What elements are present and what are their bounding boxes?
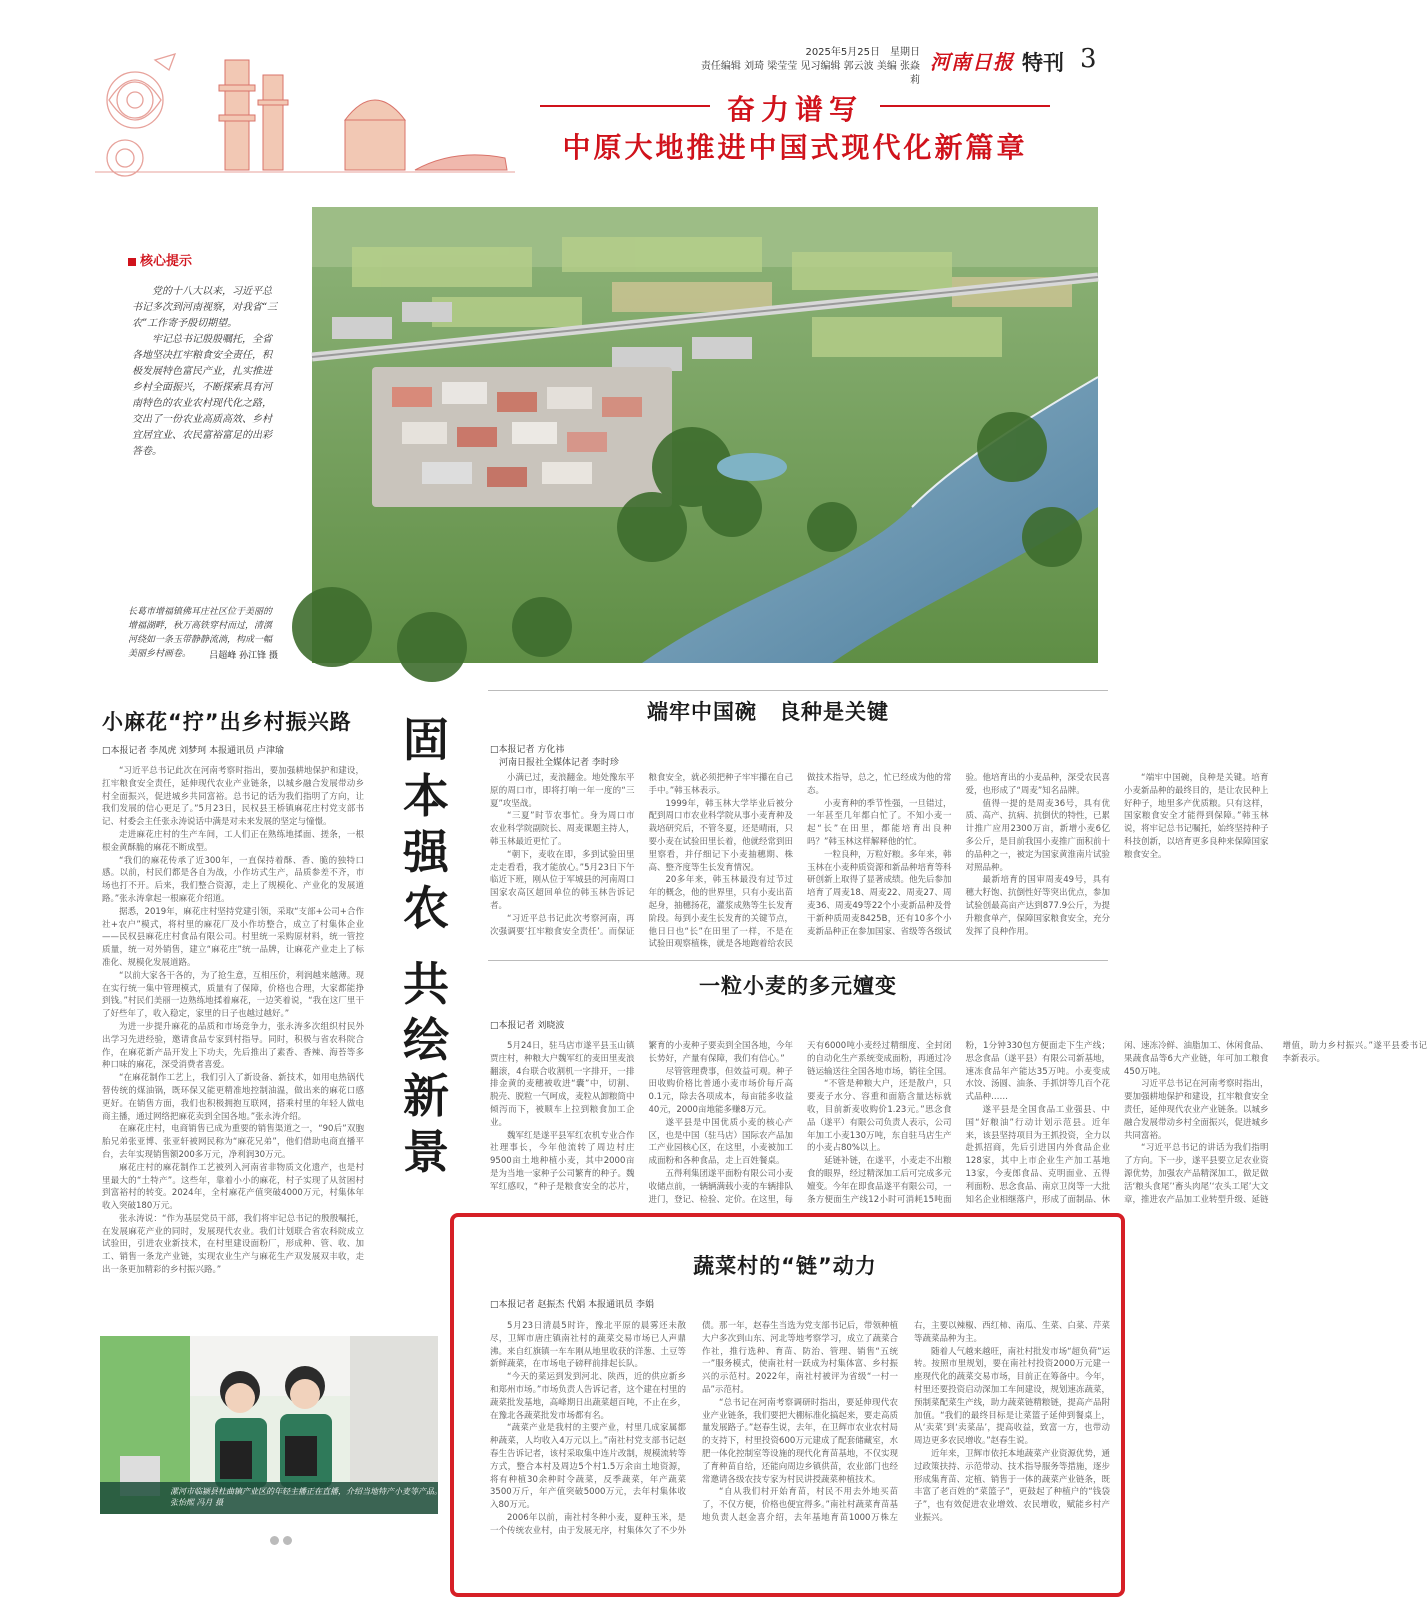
article3-para: 延链补链，在遂平，小麦走不出粮食的眼界，经过精深加工后可完成多元嬗变。今年在即食品遂平有限公司，一条方便面生产线12小时可消耗15吨面粉，1分钟330包方便面走下生产线；思念食品（遂平县）有限公司新基地，速冻食品年产能达35万吨。小麦变成水饺、汤圆、油条、手抓饼等几百个花式品种……	[807, 1041, 1111, 1205]
article1-byline: □本报记者 李凤虎 刘梦珂 本报通讯员 卢津瑜	[102, 746, 284, 756]
article3-para: 尽管管理费事，但效益可观。种子田收购价格比普通小麦市场价每斤高0.1元，除去各项成本，每亩能多收益40元，2000亩地能多赚8万元。	[648, 1066, 794, 1115]
article4-para: 近年来，卫辉市依托本地蔬菜产业资源优势，通过政策扶持、示范带动、技术指导服务等措施，逐步形成集育苗、定植、销售于一体的蔬菜产业链条，既丰富了老百姓的“菜篮子”，更鼓起了种植户的“钱袋子”，也有效促进农业增效、农民增收，赋能乡村产业振兴。	[914, 1448, 1110, 1523]
video-caption: 漯河市临颍县杜曲镇产业区的年轻主播正在直播，介绍当地特产小麦等产品。 张怡熙 冯月 摄	[170, 1487, 446, 1507]
article1-body	[102, 765, 364, 1335]
article4-para: “今天的菜运到发到河北、陕西，近的供应新乡和郑州市场。”市场负责人告诉记者，这个建在村里的蔬菜批发基地，高峰期日出蔬菜超百吨，不止在乡，在豫北各蔬菜批发市场都有名。	[490, 1372, 686, 1421]
article1-para: 张永涛说：“作为基层党员干部，我们将牢记总书记的殷殷嘱托，在发展麻花产业的同时，发展现代农业。我们计划联合省农科院成立试验田，引进农业新技术，在村里建设面粉厂，形成种、管、收、加工、销售一条龙产业链，实现农业生产与麻花生产双发展双丰收，走出一条更加精彩的乡村振兴路。”	[102, 1213, 364, 1276]
vtitle-char: 固	[403, 713, 449, 767]
article2-para: 1999年，韩玉林大学毕业后被分配到周口市农业科学院从事小麦育种及栽培研究后，不管冬夏，还是晴雨，只要小麦在试验田里长着，他就经常到田里察看，并仔细记下小麦抽穗期、株高、整齐度等生长发育情况。	[648, 798, 794, 873]
article2-body	[490, 772, 1269, 962]
vtitle-char: 景	[403, 1125, 449, 1179]
photo-caption: 长葛市增福镇佛耳庄社区位于美丽的增福湖畔，秋万高铁穿村而过，清潩河绕如一条玉带静静流淌，构成一幅美丽乡村画卷。	[128, 607, 273, 659]
theme-subtitle: 中原大地推进中国式现代化新篇章	[562, 131, 1028, 164]
article2-para: 最新培育的国审周麦49号，具有穗大籽饱、抗倒性好等突出优点，参加试验创最高亩产达到877.9公斤，为提升粮食单产，保障国家粮食安全，充分发挥了良种作用。	[965, 875, 1111, 937]
vertical-headline	[398, 712, 454, 1180]
article1-para: 麻花庄村的麻花制作工艺被列入河南省非物质文化遗产，也是村里最大的“土特产”。这些年，靠着小小的麻花，村子实现了从贫困村到富裕村的转变。2024年，全村麻花产值突破4000万元，村集体年收入突破180万元。	[102, 1162, 364, 1212]
article1-para: “我们的麻花传承了近300年，一直保持着酥、香、脆的独特口感。以前，村民们都是各自为战，小作坊式生产，品质参差不齐，市场也打不开。后来，我们整合资源，走上了规模化、产业化的发展道路。”张永涛拿起一根麻花介绍道。	[102, 855, 364, 904]
article1-para: “以前大家各干各的，为了抢生意，互相压价，利润越来越薄。现在实行统一集中管理模式，质量有了保障，价格也合理，大家都能挣到钱。”村民们美丽一边熟练地揉着麻花，一边笑着说，“我在这厂里干了好些年了，收入稳定，家里的日子也越过越好。”	[102, 970, 364, 1020]
article1-para: “习近平总书记此次在河南考察时指出，要加强耕地保护和建设，扛牢粮食安全责任，延伸现代农业产业链条，以城乡融合发展带动乡村全面振兴，促进城乡共同富裕。总书记的话为我们指明了方向，让我们发展的信心更足了。”5月23日，民权县王桥镇麻花庄村党支部书记、村委会主任张永涛说话中满是对未来发展的坚定与憧憬。	[102, 766, 364, 828]
core-para: 牢记总书记殷殷嘱托，全省各地坚决扛牢粮食安全责任，积极发展特色富民产业，扎实推进乡村全面振兴，不断探索具有河南特色的农业农村现代化之路，交出了一份农业高质高效、乡村宜居宜业、农民富裕富足的出彩答卷。	[132, 334, 272, 457]
core-tip-text	[132, 284, 280, 460]
divider	[488, 690, 1108, 691]
article4-body	[490, 1320, 1110, 1570]
article1-para: 为进一步提升麻花的品质和市场竞争力，张永涛多次组织村民外出学习先进经验，邀请食品专家到村指导。同时，积极与省农科院合作，在麻花新产品开发上下功夫，先后推出了素香、香辣、海苔等多种口味的麻花，深受消费者喜爱。	[102, 1021, 364, 1071]
vtitle-char: 本	[403, 769, 449, 823]
masthead-meta	[700, 46, 920, 88]
carousel-dot[interactable]	[283, 1536, 292, 1545]
vtitle-char: 共	[403, 957, 449, 1011]
issue-date: 2025年5月25日 星期日	[805, 47, 920, 58]
article4-para: 随着人气越来越旺，南社村批发市场“超负荷”运转。按照市里规划，要在南社村投资2000万元建一座现代化的蔬菜交易市场，目前正在筹备中。今年，村里还要投资启动深加工车间建设，规划速冻蔬菜，预制菜配菜生产线，助力蔬菜链精粮链，提高产品附加值。“我们的最终目标是让菜篮子延伸到餐桌上，从‘卖菜’到‘卖菜品’，提高收益，致富一方，也带动周边更多农民增收。”赵春生说。	[914, 1346, 1110, 1447]
core-tip-label: 核心提示	[140, 254, 193, 269]
paper-logo: 河南日报	[930, 50, 1014, 74]
article2-para: “端牢中国碗，良种是关键。培育小麦新品种的最终目的，是让农民种上好种子，地里多产优质粮。只有这样，国家粮食安全才能得到保障。”韩玉林说，将牢记总书记嘱托，始终坚持种子科技创新，以培育更多良种来保障国家粮食安全。	[1124, 773, 1269, 860]
article4-para: 5月23日清晨5时许，豫北平原的晨雾还未散尽，卫辉市唐庄镇南社村的蔬菜交易市场已人声鼎沸。来自红旗镇一车车刚从地里收获的洋葱、土豆等新鲜蔬菜，在市场电子磅秤前排起长队。	[490, 1321, 686, 1370]
article4-para: “总书记在河南考察调研时指出，要延伸现代农业产业链条，我们要把大棚标准化搞起来，要走高质量发展路子。”赵春生说，去年，在卫辉市农业农村局的支持下，村里投资600万元建成了配套储藏室，水肥一体化控制室等设施的现代化育苗基地，不仅实现了育种苗自给，还能向周边乡镇供苗，农业部门也经常邀请各级农技专家为村民讲授蔬菜种植技术。	[702, 1397, 898, 1485]
article2-title: 端牢中国碗 良种是关键	[647, 700, 889, 724]
editors-line: 责任编辑 刘琦 梁莹莹 见习编辑 郭云波 美编 张焱莉	[700, 61, 920, 86]
article2-para: 小满已过，麦浪翻金。地处豫东平原的周口市，即将打响一年一度的“三夏”攻坚战。	[490, 773, 635, 809]
article4-title: 蔬菜村的“链”动力	[693, 1254, 877, 1278]
article3-title: 一粒小麦的多元嬗变	[699, 974, 897, 998]
article2-para: “三夏”时节农事忙。身为周口市农业科学院副院长、周麦课题主持人，韩玉林最近更忙了。	[490, 811, 635, 847]
article2-para: 20多年来，韩玉林最没有过节过年的概念，他的世界里，只有小麦出苗起身，抽穗扬花，灌浆成熟等生长发育阶段。每到小麦生长发育的关键节点，他日日也“长”在田里了一样，不是在试验田观察植株，就是各地跑着给农民做技术指导，总之，忙已经成为他的常态。	[648, 773, 952, 950]
article1-para: 据悉，2019年，麻花庄村坚持党建引领，采取“支部+公司+合作社+农户”模式，将村里的麻花厂及小作坊整合，成立了村集体企业——民权县麻花庄村食品有限公司。村里统一采购原材料，统一管控质量，统一对外销售，建立“麻花庄”统一品牌，让麻花产业走上了标准化、规模化发展道路。	[102, 906, 364, 968]
article3-para: 五得利集团遂平面粉有限公司小麦收储点前，一辆辆满载小麦的车辆排队进门，登记、检验、定价。在这里，每天有6000吨小麦经过精细度、全封闭的自动化生产系统变成面粉，再通过冷链运输送往全国各地市场，销往全国。	[648, 1041, 952, 1205]
carousel-dot[interactable]	[270, 1536, 279, 1545]
article3-para: “习近平总书记的讲话为我们指明了方向。下一步，遂平县要立足农业资源优势，加强农产品精深加工，做足做活‘粮头食尾’‘畜头肉尾’‘农头工尾’大文章，推进农产品加工业转型升级、延链增值，助力乡村振兴。”遂平县委书记李新表示。	[1124, 1041, 1427, 1205]
article1-para: “在麻花制作工艺上，我们引入了新设备、新技术，如用电热锅代替传统的煤油锅，既环保又能更精准地控制油温，做出来的麻花口感更好。在销售方面，我们也积极拥抱互联网，搭乘村里的年轻人做电商主播，通过网络把麻花卖到全国各地。”张永涛介绍。	[102, 1073, 364, 1122]
article1-para: 走进麻花庄村的生产车间，工人们正在熟练地揉面、搓条，一根根金黄酥脆的麻花不断成型。	[102, 829, 364, 853]
article1-title: 小麻花“拧”出乡村振兴路	[102, 710, 352, 734]
vtitle-char: 强	[403, 825, 449, 879]
carousel-dots[interactable]	[270, 1530, 296, 1549]
article3-para: 遂平县是中国优质小麦的核心产区，也是中国（驻马店）国际农产品加工产业园核心区，在这里，小麦被加工成面粉和各种食品，走上百姓餐桌。	[648, 1117, 794, 1167]
article3-para: 习近平总书记在河南考察时指出，要加强耕地保护和建设，扛牢粮食安全责任，延伸现代农业产业链条。以城乡融合发展带动乡村全面振兴，促进城乡共同富裕。	[1124, 1079, 1269, 1141]
article2-para: “朝下，麦收在即，多到试验田里走走看看，我才能放心。”5月23日下午临近下班，刚从位于军城县的河南周口国家农高区超回单位的韩玉林告诉记者。	[490, 849, 635, 911]
page-number: 3	[1080, 44, 1097, 74]
article4-para: “蔬菜产业是我村的主要产业，村里几成家属都种蔬菜，人均收入4万元以上。”南社村党支部书记赵春生告诉记者，该村采取集中连片改制，规模流转等方式，整合本村及周边5个村1.5万余亩土地资源，将有种植30余种时令蔬菜，反季蔬菜，年产蔬菜3500万斤，年产值突破5000万元，去年村集体收入80万元。	[490, 1423, 686, 1511]
article4-byline: □本报记者 赵振杰 代娟 本报通讯员 李娟	[490, 1300, 654, 1310]
square-icon	[128, 258, 136, 266]
article3-para: 魏军红是遂平县军红农机专业合作社理事长，今年他流转了周边村庄9500亩土地种植小麦，其中2000亩是为当地一家种子公司繁育的种子。魏军红感叹，“种子是粮食安全的芯片，繁育的小麦种子要卖到全国各地，今年长势好，产量有保障，我们有信心。”	[490, 1041, 794, 1192]
vtitle-char: 新	[403, 1069, 449, 1123]
photo-credit: 吕超峰 孙江锋 摄	[209, 651, 278, 661]
village-aerial-photo	[312, 207, 1098, 663]
section-name: 特刊	[1022, 50, 1064, 75]
header-illustration	[95, 40, 515, 175]
article2-para: “习近平总书记此次考察河南，再次强调要‘扛牢粮食安全责任’。而保证粮食安全，就必须把种子牢牢攥在自己手中。”韩玉林表示。	[490, 773, 794, 937]
vtitle-char: 农	[403, 881, 449, 935]
article1-para: 在麻花庄村，电商销售已成为重要的销售渠道之一，“90后”双胞胎兄弟张亚博、张亚轩被网民称为“麻花兄弟”，他们借助电商直播平台，去年实现销售额200多万元，净利润30万元。	[102, 1124, 364, 1160]
article4-para: “自从我们村开始育苗，村民不用去外地买苗了，不仅方便，价格也便宜得多。”南社村蔬菜育苗基地负责人赵金喜介绍，去年基地育苗1000万株左右，主要以辣椒、西红柿、南瓜、生菜、白菜、芹菜等蔬菜品种为主。	[702, 1321, 1110, 1523]
core-tip-tag	[128, 250, 192, 269]
article3-body	[490, 1040, 1427, 1210]
divider	[488, 960, 1108, 961]
vtitle-char: 绘	[403, 1013, 449, 1067]
article2-para: 一粒良种，万粒好粮。多年来，韩玉林在小麦种质资源和新品种培育等科研创新上取得了显著成绩。他先后参加培育了周麦18、周麦22、周麦27、周麦36、周麦49等22个小麦新品种及骨干新种质周麦8425B，还有10多个小麦新品种正在参加国家、省级等各级试验。他培育出的小麦品种，深受农民喜爱，也形成了“周麦”知名品牌。	[807, 773, 1111, 937]
article3-byline: □本报记者 刘晓波	[490, 1021, 565, 1031]
article3-para: 5月24日，驻马店市遂平县玉山镇贾庄村，种粮大户魏军红的麦田里麦浪翻滚，4台联合收割机一字排开，一排排金黄的麦穗被收进“囊”中，切割、脱壳、脱粒一气呵成，麦粒从卸粮筒中倾泻而下，被顺车上拉到粮食加工企业。	[490, 1041, 635, 1128]
article4-para: 2006年以前，南社村冬种小麦，夏种玉米，是一个传统农业村，由于发展无序，村集体欠了不少外债。那一年，赵春生当选为党支部书记后，带领种植大户多次到山东、河北等地考察学习，成立了蔬菜合作社，推行选种、育苗、防治、管理、销售“五统一”服务模式，使南社村一跃成为村集体富、乡村振兴的示范村。2022年，南社村被评为省级“一村一品”示范村。	[490, 1321, 898, 1536]
article3-para: “不管是种粮大户，还是散户，只要麦子水分、容重和面筋含量达标就收，目前新麦收购价1.23元。”思念食品（遂平）有限公司负责人表示，公司年加工小麦130万吨，东自驻马店生产的小麦占80%以上。	[807, 1079, 952, 1154]
article3-para: 遂平县是全国食品工业强县、中国“好粮油”行动计划示范县。近年来，该县坚持项目为王抓投资，全力以赴抓招商，先后引进国内外食品企业128家，其中上市企业生产加工基地13家，今麦郎食品、克明面业、五得利面粉、思念食品、南京卫岗等一大批知名企业相继落户，形成了面制品、休闲、速冻冷鲜、油脂加工、休闲食品、果蔬食品等6大产业链，年可加工粮食450万吨。	[965, 1041, 1269, 1205]
core-para: 党的十八大以来，习近平总书记多次到河南视察，对我省“三农”工作寄予殷切期望。	[132, 286, 278, 329]
article2-para: 值得一提的是周麦36号，具有优质、高产、抗病、抗倒伏的特性，已累计推广应用2300万亩，新增小麦6亿多公斤，是目前我国小麦推广面积前十的品种之一，被定为国家黄淮南片试验对照品种。	[965, 798, 1111, 873]
theme-title: 奋力谱写	[726, 93, 863, 126]
article2-byline: □本报记者 方化祎 河南日报社全媒体记者 李时珍	[490, 745, 619, 768]
article2-para: 小麦育种的季节性强，一旦错过，一年甚至几年都白忙了。不知小麦一起“长”在田里，都能培育出良种吗？”韩玉林这样解释他的忙。	[807, 798, 952, 847]
